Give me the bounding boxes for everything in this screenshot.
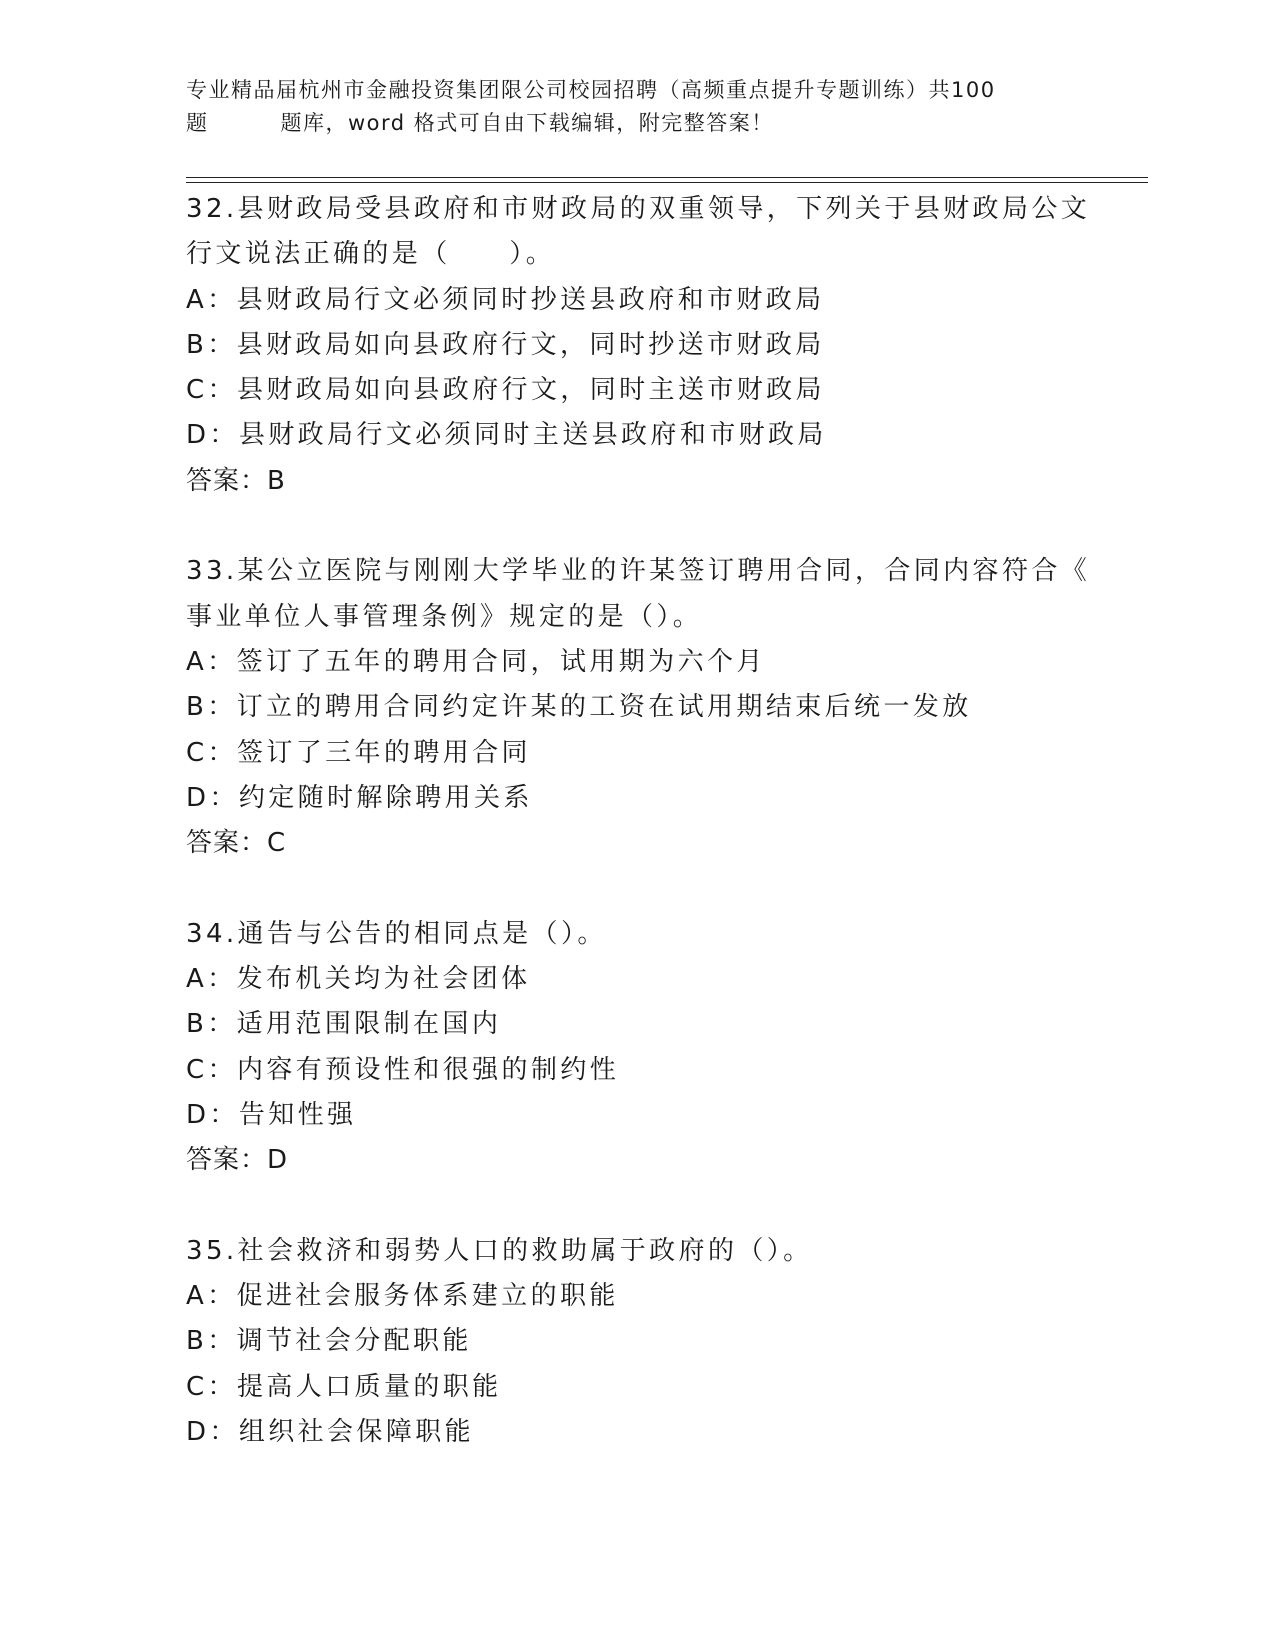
- option-d: D：组织社会保障职能: [186, 1417, 475, 1448]
- option-d: D：县财政局行文必须同时主送县政府和市财政局: [186, 420, 827, 451]
- option-b: B：调节社会分配职能: [186, 1326, 472, 1357]
- answer-line: 答案：D: [186, 1145, 289, 1176]
- option-b: B：订立的聘用合同约定许某的工资在试用期结束后统一发放: [186, 692, 972, 723]
- question-stem-line: 33.某公立医院与刚刚大学毕业的许某签订聘用合同，合同内容符合《: [186, 556, 1091, 587]
- option-a: A：发布机关均为社会团体: [186, 964, 531, 995]
- option-c: C：内容有预设性和很强的制约性: [186, 1054, 620, 1085]
- question-stem-line: 32.县财政局受县政府和市财政局的双重领导，下列关于县财政局公文: [186, 194, 1091, 224]
- option-c: C：提高人口质量的职能: [186, 1371, 502, 1402]
- question-stem-line: 行文说法正确的是（ ）。: [186, 239, 556, 270]
- option-b: B：县财政局如向县政府行文，同时抄送市财政局: [186, 329, 825, 360]
- header-line-2: [186, 107, 1086, 140]
- header-line-2-left: 题: [186, 111, 209, 135]
- question-stem-line: 事业单位人事管理条例》规定的是（）。: [186, 601, 703, 632]
- option-a: A：促进社会服务体系建立的职能: [186, 1281, 619, 1312]
- header-divider-top: [186, 177, 1148, 178]
- option-b: B：适用范围限制在国内: [186, 1009, 502, 1040]
- question-stem-line: 35.社会救济和弱势人口的救助属于政府的（）。: [186, 1235, 813, 1266]
- option-d: D：约定随时解除聘用关系: [186, 782, 533, 813]
- option-d: D：告知性强: [186, 1099, 357, 1130]
- option-c: C：签订了三年的聘用合同: [186, 737, 531, 768]
- question-block-35: [186, 1229, 1086, 1455]
- option-a: A：县财政局行文必须同时抄送县政府和市财政局: [186, 284, 825, 315]
- document-header: [186, 74, 1086, 140]
- question-list: [186, 187, 1091, 1455]
- question-block-33: [186, 549, 1091, 866]
- answer-line: 答案：C: [186, 828, 287, 859]
- header-line-1: 专业精品届杭州市金融投资集团限公司校园招聘（高频重点提升专题训练）共100: [186, 78, 996, 102]
- answer-line: 答案：B: [186, 465, 286, 496]
- question-stem-line: 34.通告与公告的相同点是（）。: [186, 918, 607, 949]
- option-c: C：县财政局如向县政府行文，同时主送市财政局: [186, 375, 825, 406]
- header-line-2-right: 题库，word 格式可自由下载编辑，附完整答案！: [280, 111, 774, 135]
- header-divider-bottom: [186, 182, 1148, 183]
- option-a: A：签订了五年的聘用合同，试用期为六个月: [186, 646, 766, 677]
- question-block-32: [186, 187, 1091, 504]
- question-block-34: [186, 912, 1086, 1184]
